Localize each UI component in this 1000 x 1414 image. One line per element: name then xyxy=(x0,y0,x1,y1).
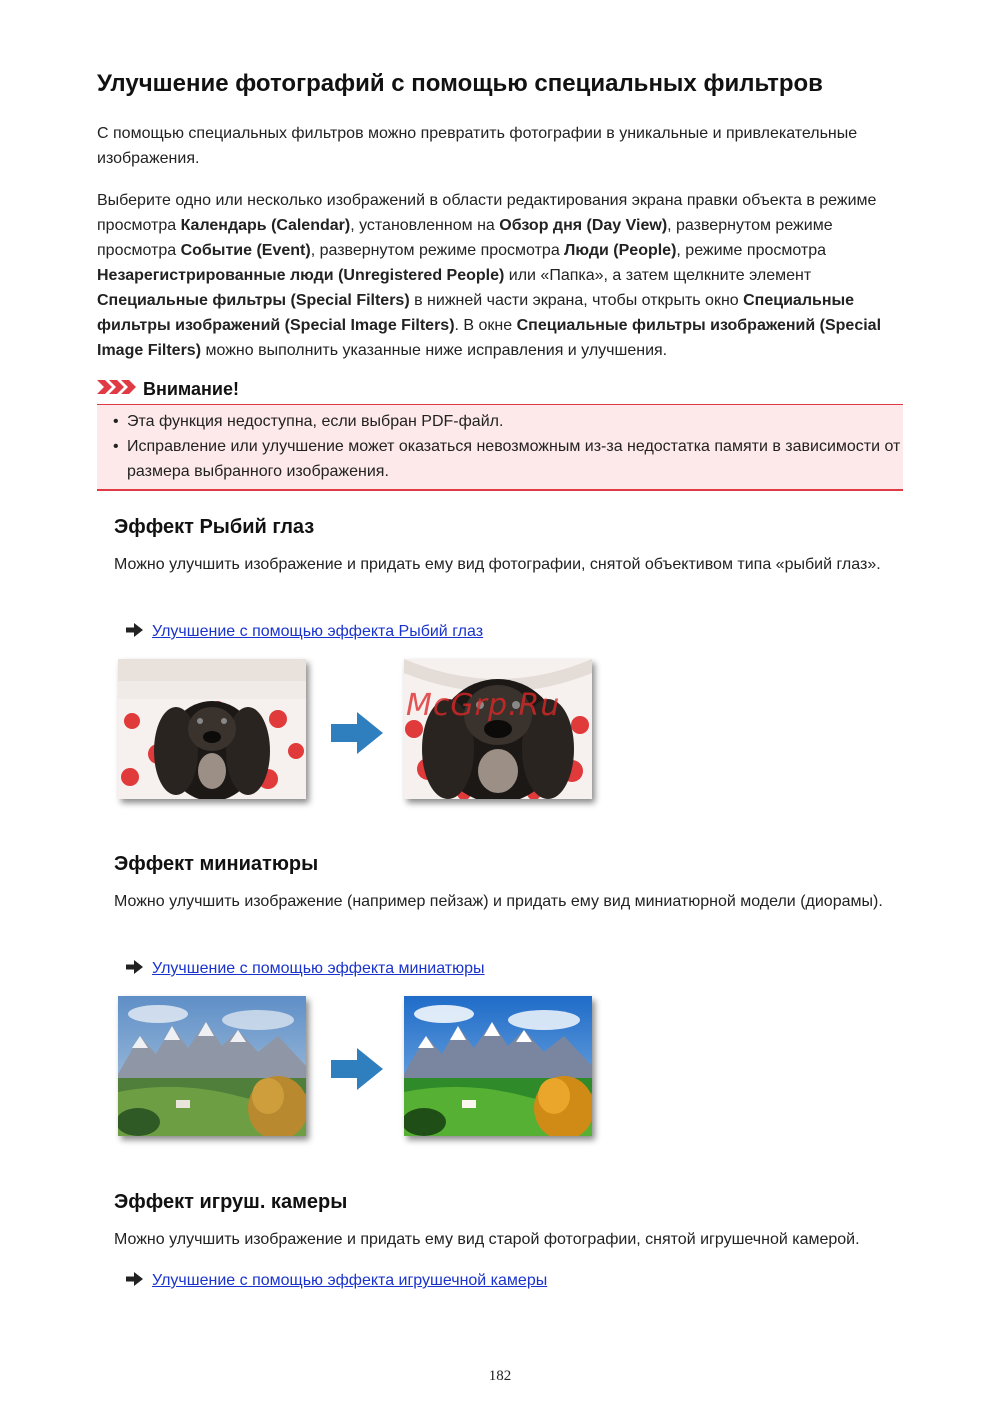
instr-text: или «Папка», а затем щелкните элемент xyxy=(504,267,812,284)
term-event: Событие (Event) xyxy=(180,242,311,259)
section-text-toy-camera: Можно улучшить изображение и придать ему вид старой фотографии, снятой игрушечной камерой. xyxy=(114,1231,860,1248)
link-fisheye-effect[interactable]: Улучшение с помощью эффекта Рыбий глаз xyxy=(152,623,484,640)
term-special-image-filters: Специальные фильтры изображений (Special Image Filters) xyxy=(97,317,882,359)
caution-item: • Эта функция недоступна, если выбран PDF-файл. xyxy=(97,409,903,434)
intro-paragraph: С помощью специальных фильтров можно превратить фотографии в уникальные и привлекательные изображения. xyxy=(97,125,858,167)
caution-box xyxy=(97,404,903,491)
caution-title: Внимание! xyxy=(143,378,239,399)
section-heading-toy-camera: Эффект игруш. камеры xyxy=(114,1191,348,1213)
photo-dog-original xyxy=(118,659,306,799)
term-people: Люди (People) xyxy=(564,242,677,259)
term-day-view: Обзор дня (Day View) xyxy=(499,217,668,234)
caution-item: • Исправление или улучшение может оказаться невозможным из-за недостатка памяти в зависимости от размера выбранного изображения. xyxy=(97,434,903,484)
instr-text: , режиме просмотра xyxy=(676,242,827,259)
section-text-miniature: Можно улучшить изображение (например пейзаж) и придать ему вид миниатюрной модели (диорамы). xyxy=(114,893,883,910)
caution-chevrons-icon xyxy=(97,378,137,401)
photo-dog-fisheye xyxy=(404,659,592,799)
instr-text: Выберите одно или несколько изображений в области редактирования экрана правки объекта в режиме просмотра xyxy=(97,192,877,234)
term-unregistered-people: Незарегистрированные люди (Unregistered People) xyxy=(97,267,505,284)
arrow-right-icon xyxy=(126,623,144,642)
page-title: Улучшение фотографий с помощью специальных фильтров xyxy=(97,70,823,97)
link-miniature-effect[interactable]: Улучшение с помощью эффекта миниатюры xyxy=(152,960,485,977)
instr-text: в нижней части экрана, чтобы открыть окно xyxy=(409,292,744,309)
photo-mountain-original xyxy=(118,996,306,1136)
instr-text: , установленном на xyxy=(350,217,500,234)
instructions-paragraph xyxy=(97,188,907,363)
section-heading-fisheye: Эффект Рыбий глаз xyxy=(114,516,315,538)
term-special-filters: Специальные фильтры (Special Filters) xyxy=(97,292,410,309)
caution-list xyxy=(97,405,903,484)
instr-text: можно выполнить указанные ниже исправления и улучшения. xyxy=(201,342,668,359)
section-heading-miniature: Эффект миниатюры xyxy=(114,853,319,875)
instr-text: , развернутом режиме просмотра xyxy=(310,242,565,259)
watermark-logo: McGrp.Ru xyxy=(406,688,561,723)
arrow-right-icon xyxy=(126,960,144,979)
instr-text: . В окне xyxy=(454,317,517,334)
transform-arrow-icon xyxy=(331,1048,383,1095)
instr-text: , развернутом режиме просмотра xyxy=(97,217,833,259)
term-calendar: Календарь (Calendar) xyxy=(180,217,351,234)
link-row-fisheye xyxy=(126,621,483,643)
photo-mountain-miniature xyxy=(404,996,592,1136)
link-toy-camera-effect[interactable]: Улучшение с помощью эффекта игрушечной камеры xyxy=(152,1272,548,1289)
arrow-right-icon xyxy=(126,1272,144,1291)
link-row-miniature xyxy=(126,958,485,980)
section-text-fisheye: Можно улучшить изображение и придать ему вид фотографии, снятой объективом типа «рыбий глаз». xyxy=(114,556,881,573)
link-row-toy-camera xyxy=(126,1270,547,1292)
transform-arrow-icon xyxy=(331,712,383,759)
page-number: 182 xyxy=(488,1368,512,1384)
caution-heading xyxy=(97,376,239,402)
term-special-image-filters: Специальные фильтры изображений (Special Image Filters) xyxy=(97,292,855,334)
